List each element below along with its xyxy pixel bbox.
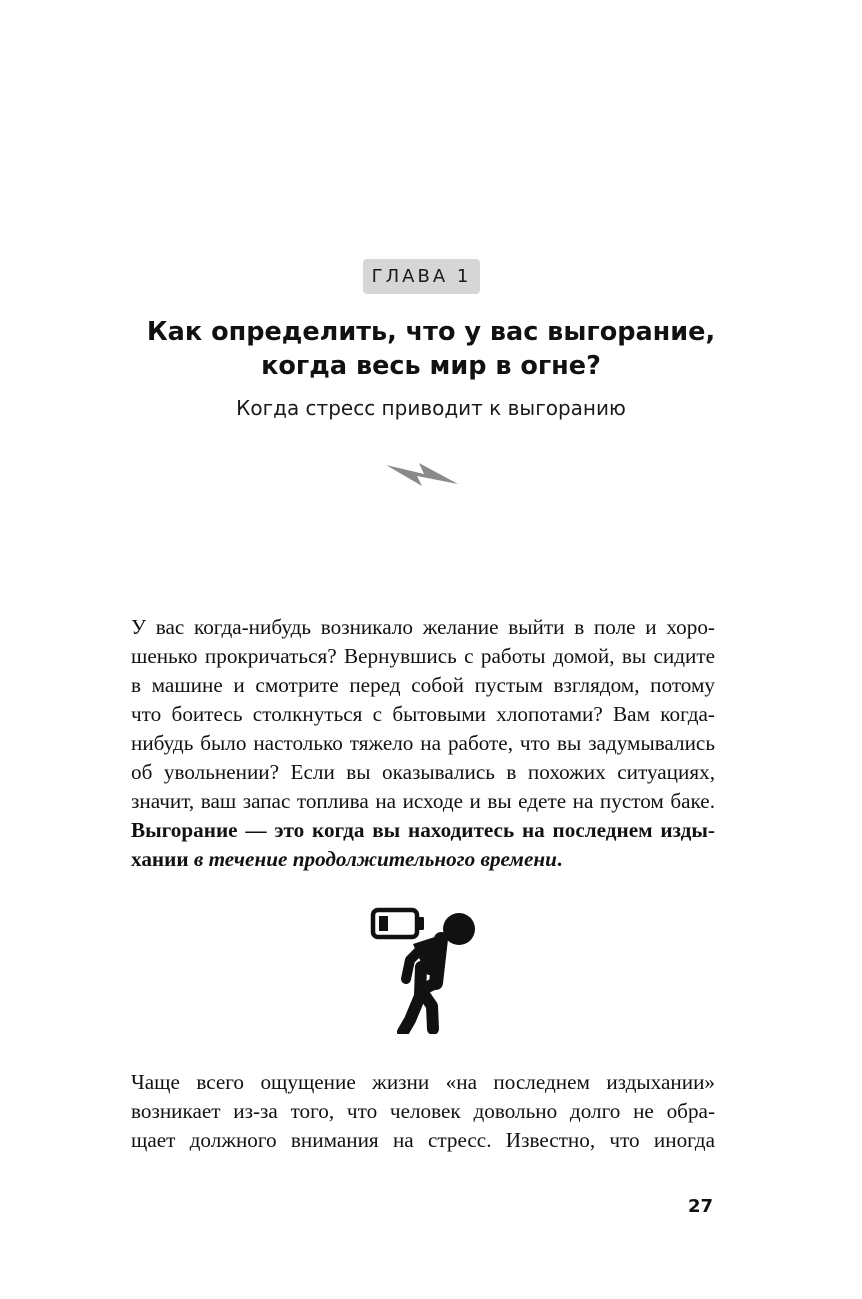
person-low-battery-icon: [366, 904, 478, 1034]
text-line: шенько прокричаться? Вернувшись с работы домой, вы сидите: [131, 644, 715, 668]
text-line: возникает из-за того, что человек довольно долго не обра-: [131, 1099, 715, 1123]
text-line: значит, ваш запас топлива на исходе и вы едете на пустом баке.: [131, 789, 715, 813]
chapter-title-line-1: Как определить, что у вас выгорание,: [146, 317, 716, 347]
chapter-title: [100, 315, 762, 383]
text-line: об увольнении? Если вы оказывались в похожих ситуациях,: [131, 760, 715, 784]
chapter-title-line-2: когда весь мир в огне?: [261, 351, 601, 381]
text-line: в машине и смотрите перед собой пустым взглядом, потому: [131, 673, 715, 697]
chapter-subtitle: Когда стресс приводит к выгоранию: [236, 396, 626, 420]
text-line: У вас когда-нибудь возникало желание выйти в поле и хоро-: [131, 615, 715, 639]
chapter-label: ГЛАВА 1: [363, 259, 480, 294]
body-paragraph-1: [131, 613, 715, 874]
body-paragraph-2: [131, 1068, 715, 1155]
definition-emphasis: в течение продолжительного времени: [193, 847, 557, 871]
definition-dot: .: [556, 847, 563, 871]
lightning-bolt-icon: [386, 458, 458, 488]
definition-line-end: [131, 845, 715, 874]
page-number: 27: [687, 1196, 713, 1217]
definition-bold-word: хании: [131, 847, 189, 871]
text-line: Чаще всего ощущение жизни «на последнем издыхании»: [131, 1070, 715, 1094]
text-line: щает должного внимания на стресс. Известно, что иногда: [131, 1128, 715, 1152]
text-line: нибудь было настолько тяжело на работе, что вы задумывались: [131, 731, 715, 755]
text-line: что боитесь столкнуться с бытовыми хлопотами? Вам когда-: [131, 702, 715, 726]
definition-line: Выгорание — это когда вы находитесь на последнем изды-: [131, 818, 715, 842]
